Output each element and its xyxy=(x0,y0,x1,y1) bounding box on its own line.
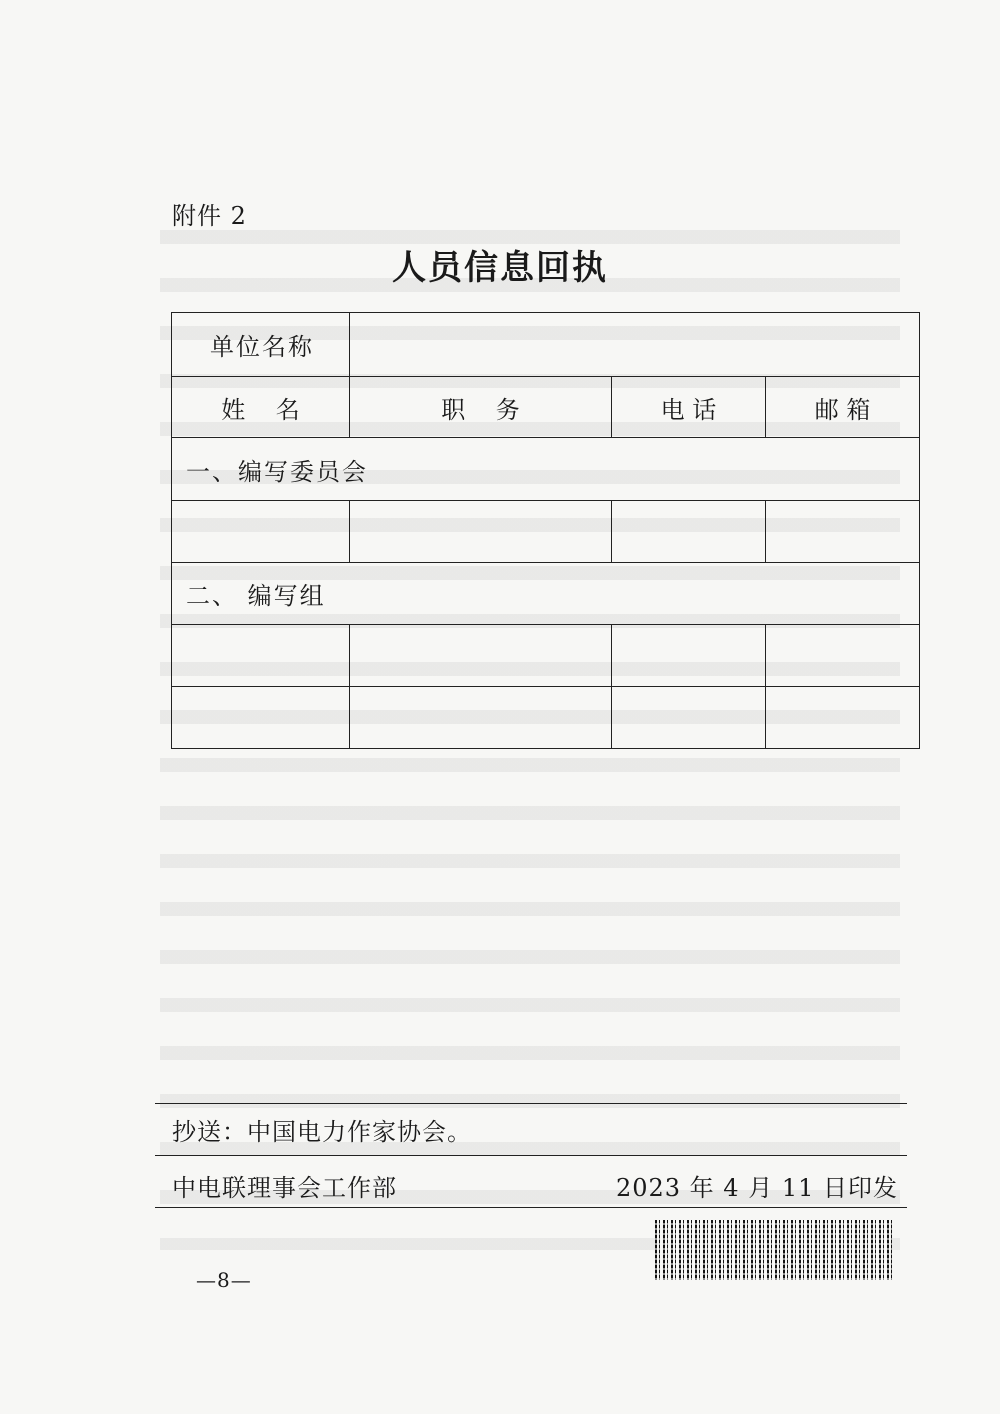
footer-rule-middle xyxy=(155,1155,907,1156)
section-writing-group: 二、 编写组 xyxy=(172,563,920,625)
issue-date: 2023 年 4 月 11 日印发 xyxy=(615,1174,898,1202)
cell-name[interactable] xyxy=(172,501,350,563)
cell-phone[interactable] xyxy=(612,501,766,563)
issuer-name: 中电联理事会工作部 xyxy=(172,1174,397,1202)
unit-name-label: 单位名称 xyxy=(172,313,350,377)
header-phone: 电 话 xyxy=(612,377,766,438)
table-row xyxy=(172,625,920,687)
table-row-unit xyxy=(172,313,920,377)
page-number: —8— xyxy=(196,1268,252,1292)
footer-rule-top xyxy=(155,1103,907,1104)
section-editorial-committee: 一、编写委员会 xyxy=(172,438,920,501)
header-position: 职 务 xyxy=(350,377,612,438)
unit-name-field[interactable] xyxy=(350,313,920,377)
cell-email[interactable] xyxy=(766,687,920,749)
cell-position[interactable] xyxy=(350,687,612,749)
page-title: 人员信息回执 xyxy=(392,248,608,288)
cell-position[interactable] xyxy=(350,501,612,563)
section-row-writing-group xyxy=(172,563,920,625)
cell-phone[interactable] xyxy=(612,625,766,687)
personnel-info-table xyxy=(171,312,920,749)
cell-name[interactable] xyxy=(172,687,350,749)
header-email: 邮 箱 xyxy=(766,377,920,438)
section-row-committee xyxy=(172,438,920,501)
attachment-label: 附件 2 xyxy=(172,202,247,230)
cell-email[interactable] xyxy=(766,625,920,687)
cc-line: 抄送：中国电力作家协会。 xyxy=(172,1118,472,1146)
cell-position[interactable] xyxy=(350,625,612,687)
cell-email[interactable] xyxy=(766,501,920,563)
table-row xyxy=(172,501,920,563)
cell-phone[interactable] xyxy=(612,687,766,749)
footer-rule-bottom xyxy=(155,1207,907,1208)
table-row xyxy=(172,687,920,749)
cell-name[interactable] xyxy=(172,625,350,687)
barcode-icon xyxy=(655,1220,892,1280)
header-name: 姓 名 xyxy=(172,377,350,438)
table-header-row xyxy=(172,377,920,438)
